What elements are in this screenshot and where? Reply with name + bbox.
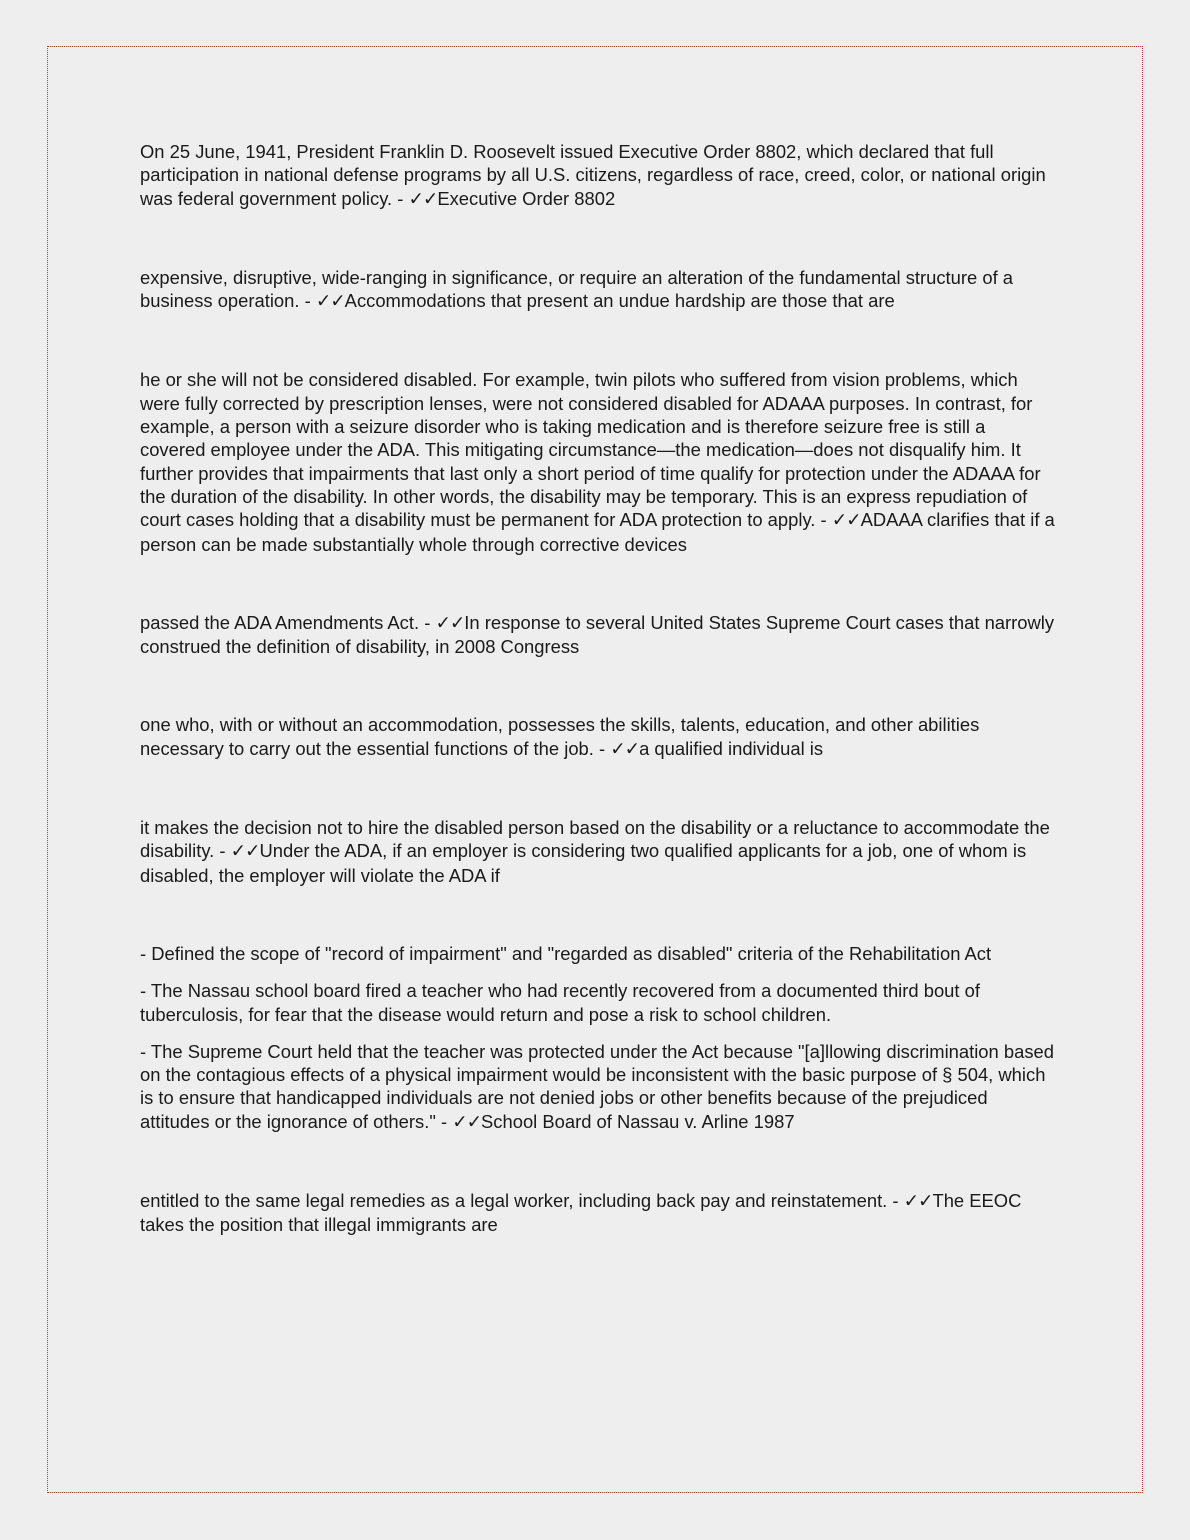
entry-answer: The EEOC takes the position that illegal immigrants are xyxy=(140,1190,1022,1236)
qa-entry xyxy=(140,611,1055,659)
bullet-line: - The Nassau school board fired a teacher who had recently recovered from a documented third bout of tuberculosis, for fear that the disease would return and pose a risk to school children. xyxy=(140,980,980,1025)
entry-answer: In response to several United States Supreme Court cases that narrowly construed the definition of disability, in 2008 Congress xyxy=(140,611,1055,658)
qa-entry xyxy=(140,713,1055,761)
qa-entry xyxy=(140,1189,1055,1237)
bullet-line: - The Supreme Court held that the teacher was protected under the Act because "[a]llowing discrimination based on the contagious effects of a physical impairment would be inconsistent with the basic purpose of § 504, which is to ensure that handicapped individuals are not denied jobs or other benefits because of the prejudiced attitudes or the ignorance of others." xyxy=(140,1040,1054,1132)
entry-answer: a qualified individual is xyxy=(639,737,824,759)
separator: - xyxy=(299,290,316,312)
entry-answer: ADAAA clarifies that if a person can be made substantially whole through corrective devices xyxy=(140,509,1055,555)
entry-answer: Under the ADA, if an employer is considering two qualified applicants for a job, one of whom is disabled, the employer will violate the ADA if xyxy=(140,840,1027,886)
qa-entry xyxy=(140,368,1055,555)
qa-entry xyxy=(140,266,1055,314)
entry-text: expensive, disruptive, wide-ranging in significance, or require an alteration of the fundamental structure of a business operation. xyxy=(140,266,1014,312)
check-icon: ✓✓ xyxy=(230,841,260,863)
check-icon: ✓✓ xyxy=(903,1191,933,1213)
separator: - xyxy=(214,840,231,862)
entry-answer: School Board of Nassau v. Arline 1987 xyxy=(481,1110,795,1132)
check-icon: ✓✓ xyxy=(315,291,345,313)
check-icon: ✓✓ xyxy=(408,188,438,210)
document-body xyxy=(140,140,1055,1237)
check-icon: ✓✓ xyxy=(831,510,861,532)
check-icon: ✓✓ xyxy=(435,612,465,634)
check-icon: ✓✓ xyxy=(610,738,640,760)
separator: - xyxy=(419,611,436,633)
qa-entry xyxy=(140,140,1055,211)
entry-answer: Accommodations that present an undue hardship are those that are xyxy=(344,290,895,312)
entry-text: he or she will not be considered disabled. For example, twin pilots who suffered from vision problems, which were fully corrected by prescription lenses, were not considered disabled for ADAAA purposes. In contrast, for example, a person with a seizure disorder who is taking medication and is therefore seizure free is still a covered employee under the ADA. This mitigating circumstance—the medication—does not disqualify him. It further provides that impairments that last only a short period of time qualify for protection under the ADAAA for the duration of the disability. In other words, the disability may be temporary. This is an express repudiation of court cases holding that a disability must be permanent for ADA protection to apply. xyxy=(140,369,1041,531)
qa-entry xyxy=(140,1040,1055,1134)
qa-entry xyxy=(140,816,1055,887)
separator: - xyxy=(887,1190,904,1212)
entry-text: passed the ADA Amendments Act. xyxy=(140,611,420,633)
entry-text: it makes the decision not to hire the disabled person based on the disability or a reluctance to accommodate the disability. xyxy=(140,817,1050,862)
separator: - xyxy=(392,187,409,209)
separator: - xyxy=(435,1110,453,1132)
entry-text: one who, with or without an accommodation, possesses the skills, talents, education, and other abilities necessary to carry out the essential functions of the job. xyxy=(140,714,980,759)
separator: - xyxy=(593,737,611,759)
entry-text: entitled to the same legal remedies as a legal worker, including back pay and reinstatement. xyxy=(140,1190,888,1212)
entry-answer: Executive Order 8802 xyxy=(437,187,616,209)
bullet-line: - Defined the scope of "record of impairment" and "regarded as disabled" criteria of the Rehabilitation Act xyxy=(140,942,992,964)
entry-text: On 25 June, 1941, President Franklin D. Roosevelt issued Executive Order 8802, which declared that full participation in national defense programs by all U.S. citizens, regardless of race, creed, color, or national origin was federal government policy. xyxy=(140,141,1046,209)
check-icon: ✓✓ xyxy=(452,1111,482,1133)
separator: - xyxy=(815,509,832,531)
